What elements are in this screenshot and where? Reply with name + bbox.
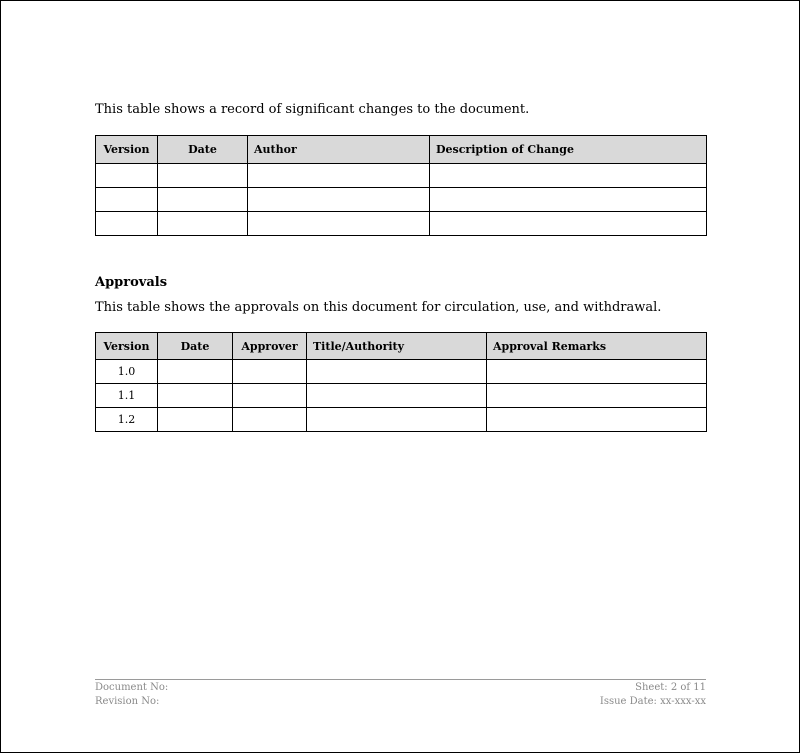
column-header-approver: Approver: [233, 333, 307, 360]
version-cell: 1.1: [96, 384, 158, 408]
table-cell: [233, 408, 307, 432]
table-cell: [158, 164, 248, 188]
table-cell: [307, 360, 487, 384]
table-row: [96, 384, 707, 408]
change-record-table: [95, 135, 707, 236]
table-cell: [158, 384, 233, 408]
table-row: [96, 164, 707, 188]
table-header-row: [96, 333, 707, 360]
change-record-intro: This table shows a record of significant changes to the document.: [95, 102, 530, 117]
table-cell: [158, 408, 233, 432]
column-header-version: Version: [96, 333, 158, 360]
table-cell: [487, 360, 707, 384]
footer-revision-no: Revision No:: [95, 696, 160, 707]
table-header-row: [96, 136, 707, 164]
table-cell: [248, 188, 430, 212]
table-cell: [96, 212, 158, 236]
column-header-description: Description of Change: [430, 136, 707, 164]
table-cell: [233, 384, 307, 408]
table-row: [96, 360, 707, 384]
table-cell: [233, 360, 307, 384]
table-cell: [96, 188, 158, 212]
column-header-date: Date: [158, 136, 248, 164]
table-cell: [307, 384, 487, 408]
column-header-version: Version: [96, 136, 158, 164]
column-header-date: Date: [158, 333, 233, 360]
table-cell: [307, 408, 487, 432]
table-cell: [158, 188, 248, 212]
footer-divider: [95, 679, 706, 680]
footer-sheet-number: Sheet: 2 of 11: [635, 682, 706, 693]
table-row: [96, 212, 707, 236]
table-cell: [430, 212, 707, 236]
column-header-author: Author: [248, 136, 430, 164]
approvals-table: [95, 332, 707, 432]
footer-issue-date: Issue Date: xx-xxx-xx: [599, 696, 706, 707]
column-header-approval-remarks: Approval Remarks: [487, 333, 707, 360]
table-cell: [158, 212, 248, 236]
column-header-title-authority: Title/Authority: [307, 333, 487, 360]
version-cell: 1.2: [96, 408, 158, 432]
version-cell: 1.0: [96, 360, 158, 384]
table-row: [96, 188, 707, 212]
table-row: [96, 408, 707, 432]
footer-document-no: Document No:: [95, 682, 169, 693]
approvals-heading: Approvals: [95, 275, 168, 290]
table-cell: [248, 212, 430, 236]
table-cell: [96, 164, 158, 188]
table-cell: [487, 384, 707, 408]
table-cell: [487, 408, 707, 432]
table-cell: [248, 164, 430, 188]
table-cell: [158, 360, 233, 384]
table-cell: [430, 188, 707, 212]
approvals-intro: This table shows the approvals on this document for circulation, use, and withdrawal.: [95, 300, 662, 315]
table-cell: [430, 164, 707, 188]
